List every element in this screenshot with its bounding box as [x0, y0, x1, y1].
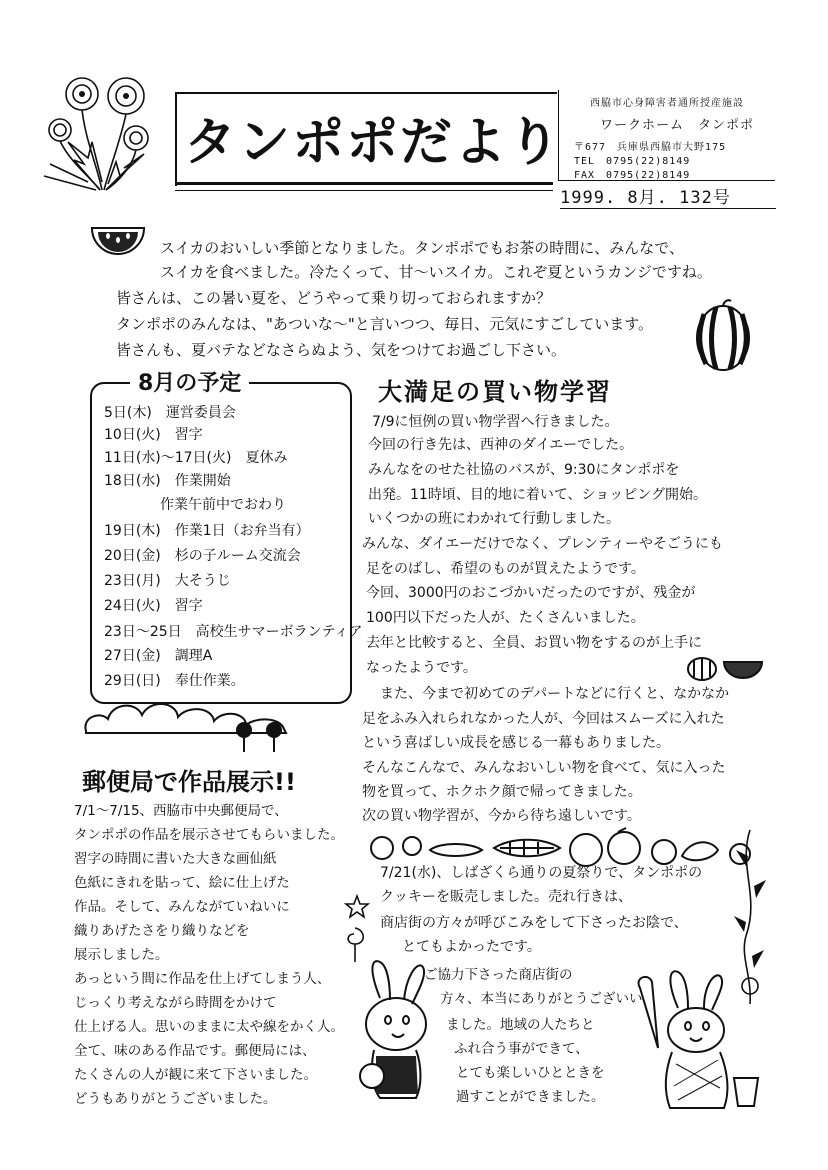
- facility-name: 西脇市心身障害者通所授産施設: [590, 98, 744, 109]
- shopping-line: という喜ばしい成長を感じる一幕もありました。: [362, 735, 670, 751]
- bake-sale-line: とてもよかったです。: [402, 939, 541, 955]
- post-office-line: 全て、味のある作品です。郵便局には、: [74, 1043, 316, 1059]
- newsletter-title: タンポポだより: [184, 112, 563, 173]
- fruit-icons: [686, 656, 766, 682]
- intro-line-5: 皆さんも、夏バテなどなさらぬよう、気をつけてお過ごし下さい。: [116, 341, 567, 359]
- schedule-item: 23日(月) 大そうじ: [104, 573, 231, 589]
- schedule-item: 27日(金) 調理A: [104, 648, 213, 664]
- post-office-line: 展示しました。: [74, 947, 169, 963]
- shopping-line: 次の買い物学習が、今から待ち遠しいです。: [362, 808, 641, 824]
- star-icon: [344, 894, 370, 920]
- shopping-line: 足をのばし、希望のものが買えたようです。: [366, 561, 645, 577]
- post-office-line: じっくり考えながら時間をかけて: [74, 995, 277, 1011]
- post-office-line: どうもありがとうございました。: [74, 1091, 277, 1107]
- schedule-item: 20日(金) 杉の子ルーム交流会: [104, 548, 301, 564]
- issue-underline: [560, 208, 776, 209]
- schedule-item: 24日(火) 習字: [104, 598, 203, 614]
- shopping-title: 大満足の買い物学習: [378, 378, 612, 406]
- thanks-line: ました。地域の人たちと: [446, 1017, 595, 1033]
- schedule-item: 11日(水)〜17日(火) 夏休み: [104, 450, 288, 466]
- intro-line-4: タンポポのみんなは、"あついな〜"と言いつつ、毎日、元気にすごしています。: [116, 315, 654, 333]
- intro-line-3: 皆さんは、この暑い夏を、どうやって乗り切っておられますか？: [116, 289, 552, 307]
- schedule-item: 23日〜25日 高校生サマーボランティア: [104, 624, 363, 640]
- intro-line-2: スイカを食べました。冷たくって、甘〜いスイカ。これぞ夏というカンジですね。: [160, 263, 712, 281]
- shopping-line: そんなこんなで、みんなおいしい物を食べて、気に入った: [362, 760, 726, 776]
- cloud-illustration: [80, 695, 350, 735]
- post-office-line: あっという間に作品を仕上げてしまう人、: [74, 971, 331, 987]
- shopping-line: 去年と比較すると、全員、お買い物をするのが上手に: [366, 635, 702, 651]
- thanks-line: ふれ合う事ができて、: [454, 1041, 589, 1057]
- schedule-item: 18日(水) 作業開始: [104, 473, 231, 489]
- shopping-line: また、今まで初めてのデパートなどに行くと、なかなか: [366, 686, 730, 702]
- post-office-line: 作品。そして、みんながていねいに: [74, 899, 290, 915]
- schedule-title: 8月の予定: [130, 366, 249, 397]
- post-office-line: タンポポの作品を展示させてもらいました。: [74, 827, 344, 843]
- shopping-line: 物を買って、ホクホク顔で帰ってきました。: [362, 784, 642, 800]
- shopping-line: 今回の行き先は、西神のダイエーでした。: [368, 437, 634, 453]
- schedule-item: 作業午前中でおわり: [104, 497, 286, 513]
- shopping-line: 7/9に恒例の買い物学習へ行きました。: [372, 414, 619, 430]
- intro-line-1: スイカのおいしい季節となりました。タンポポでもお茶の時間に、みんなで、: [160, 239, 684, 257]
- shopping-line: 足をふみ入れられなかった人が、今回はスムーズに入れた: [362, 711, 725, 727]
- shopping-line: なったようです。: [366, 660, 477, 676]
- shopping-line: みんな、ダイエーだけでなく、プレンティーやそごうにも: [362, 536, 723, 552]
- post-office-line: 7/1〜7/15、西脇市中央郵便局で、: [74, 803, 288, 819]
- thanks-line: 方々、本当にありがとうございい: [440, 991, 643, 1007]
- post-office-line: たくさんの人が観に来て下さいました。: [74, 1067, 317, 1083]
- issue-date: 1999. 8月. 132号: [560, 188, 731, 208]
- thanks-line: 過すことができました。: [456, 1089, 605, 1105]
- shopping-line: 出発。11時頃、目的地に着いて、ショッピング開始。: [368, 487, 707, 503]
- post-office-title: 郵便局で作品展示!!: [82, 768, 296, 796]
- watermelon-slice-icon: [90, 226, 146, 260]
- fax: FAX 0795(22)8149: [574, 170, 691, 181]
- title-rule-thin: [175, 190, 553, 191]
- shopping-line: 100円以下だった人が、たくさんいました。: [366, 610, 645, 626]
- dandelion-illustration: [40, 72, 168, 194]
- title-rule: [175, 182, 553, 185]
- tel: TEL 0795(22)8149: [574, 156, 691, 167]
- shopping-line: 今回、3000円のおこづかいだったのですが、残金が: [366, 585, 696, 601]
- bunny-left-illustration: [350, 958, 442, 1116]
- post-office-line: 仕上げる人。思いのままに太や線をかく人。: [74, 1019, 344, 1035]
- post-office-line: 習字の時間に書いた大きな画仙紙: [74, 851, 277, 867]
- thanks-line: とても楽しいひとときを: [456, 1065, 605, 1081]
- bake-sale-line: 商店街の方々が呼びこみをして下さったお陰で、: [380, 915, 688, 931]
- thanks-line: ご協力下さった商店街の: [424, 967, 573, 983]
- schedule-item: 5日(木) 運営委員会: [104, 405, 236, 421]
- shopping-line: みんなをのせた社協のバスが、9:30にタンポポを: [368, 462, 680, 478]
- bake-sale-line: 7/21(水)、しばざくら通りの夏祭りで、タンポポの: [380, 865, 703, 881]
- shopping-line: いくつかの班にわかれて行動しました。: [368, 511, 620, 527]
- schedule-item: 19日(木) 作業1日（お弁当有）: [104, 523, 310, 539]
- bake-sale-line: クッキーを販売しました。売れ行きは、: [380, 889, 632, 905]
- address: 〒677 兵庫県西脇市大野175: [574, 142, 727, 153]
- post-office-line: 織りあげたさをり織りなどを: [74, 923, 250, 939]
- post-office-line: 色紙にきれを貼って、絵に仕上げた: [74, 875, 290, 891]
- watermelon-icon: [694, 298, 752, 372]
- schedule-item: 29日(日) 奉仕作業。: [104, 673, 245, 689]
- home-name: ワークホーム タンポポ: [600, 118, 755, 133]
- schedule-item: 10日(火) 習字: [104, 427, 203, 443]
- bunny-right-illustration: [630, 968, 770, 1116]
- flower-pair-icon: [228, 716, 290, 752]
